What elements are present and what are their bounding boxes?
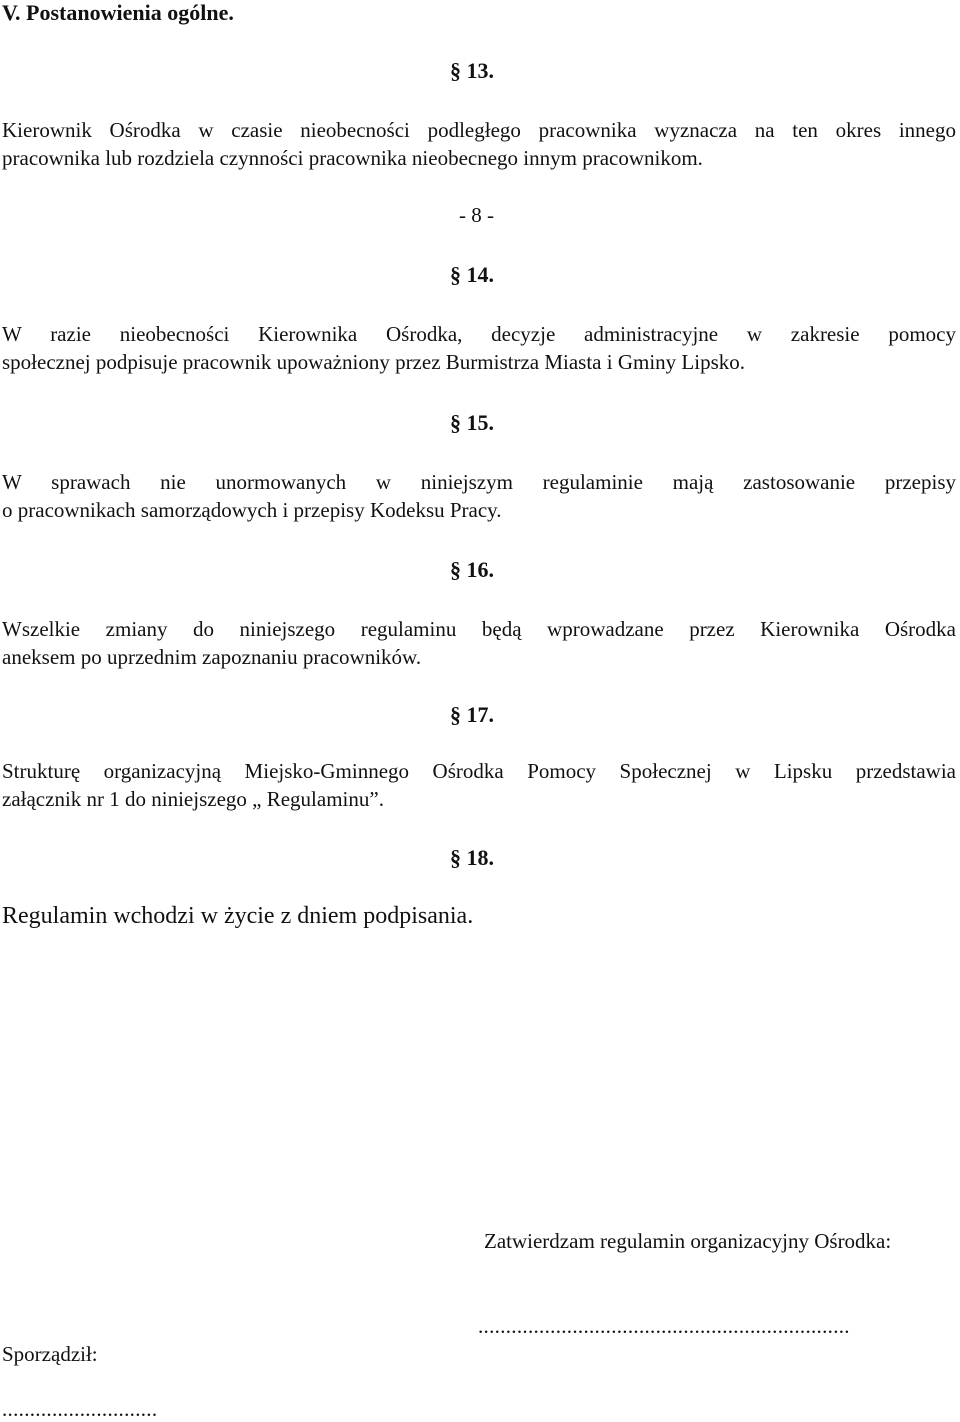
- section-16-text: [2, 615, 956, 671]
- section-13-line-2: pracownika lub rozdziela czynności pracownika nieobecnego innym pracownikom.: [2, 146, 703, 170]
- approval-label: Zatwierdzam regulamin organizacyjny Ośrodka:: [484, 1229, 892, 1253]
- section-16-mark: § 16.: [450, 557, 494, 582]
- section-15-line-1: W sprawach nie unormowanych w niniejszym regulaminie mają zastosowanie przepisy: [2, 470, 956, 494]
- section-13-text: [2, 116, 956, 172]
- prepared-signature-line: ............................: [2, 1397, 158, 1421]
- section-13-line-1: Kierownik Ośrodka w czasie nieobecności podległego pracownika wyznacza na ten okres innego: [2, 118, 956, 142]
- section-17-line-1: Strukturę organizacyjną Miejsko-Gminnego Ośrodka Pomocy Społecznej w Lipsku przedstawia: [2, 759, 956, 783]
- section-15-line-2: o pracownikach samorządowych i przepisy Kodeksu Pracy.: [2, 498, 502, 522]
- section-14-line-1: W razie nieobecności Kierownika Ośrodka, decyzje administracyjne w zakresie pomocy: [2, 322, 956, 346]
- prepared-label: Sporządził:: [2, 1342, 98, 1366]
- section-15-text: [2, 468, 956, 524]
- section-14-text: [2, 320, 956, 376]
- section-17-line-2: załącznik nr 1 do niniejszego „ Regulaminu”.: [2, 787, 384, 811]
- section-16-line-1: Wszelkie zmiany do niniejszego regulaminu będą wprowadzane przez Kierownika Ośrodka: [2, 617, 956, 641]
- section-17-text: [2, 757, 956, 813]
- section-16-line-2: aneksem po uprzednim zapoznaniu pracowników.: [2, 645, 422, 669]
- section-14-mark: § 14.: [450, 262, 494, 287]
- section-17-mark: § 17.: [450, 702, 494, 727]
- section-14-line-2: społecznej podpisuje pracownik upoważniony przez Burmistrza Miasta i Gminy Lipsko.: [2, 350, 745, 374]
- approval-signature-line: ...................................................................: [478, 1314, 850, 1338]
- chapter-heading: V. Postanowienia ogólne.: [2, 0, 234, 25]
- section-15-mark: § 15.: [450, 410, 494, 435]
- section-18-text: Regulamin wchodzi w życie z dniem podpisania.: [2, 903, 474, 929]
- section-13-mark: § 13.: [450, 58, 494, 83]
- section-18-mark: § 18.: [450, 845, 494, 870]
- page-number: - 8 -: [459, 203, 494, 227]
